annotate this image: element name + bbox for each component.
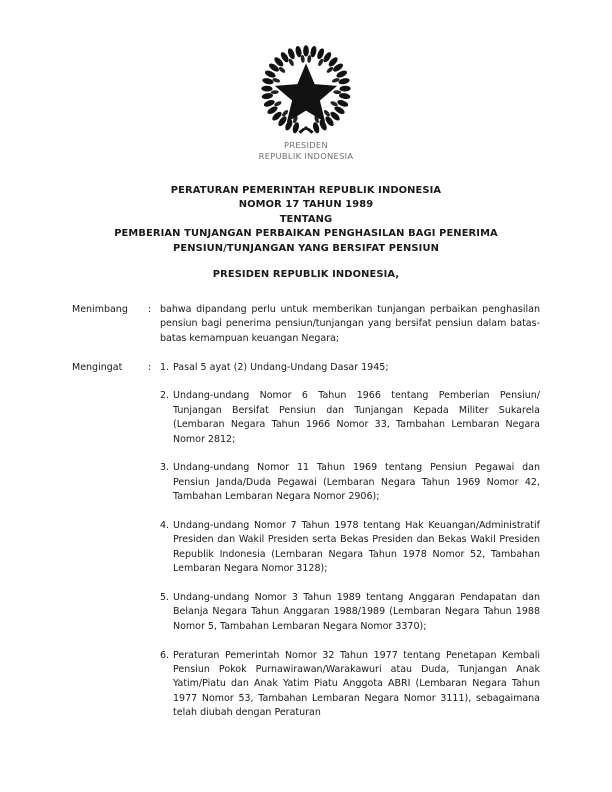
mengingat-list: [160, 361, 540, 721]
title-line-tentang: TENTANG: [279, 213, 333, 225]
list-item: [160, 591, 540, 634]
list-marker: 5.: [160, 592, 170, 604]
clause-body-mengingat: [160, 361, 540, 721]
clause-colon-menimbang: :: [148, 304, 152, 315]
clause-colon-mengingat: :: [148, 361, 152, 373]
emblem-caption-line-1: PRESIDEN: [284, 140, 328, 150]
list-marker: 4.: [160, 520, 170, 532]
presidential-emblem-block: [0, 44, 612, 162]
list-marker: 2.: [160, 390, 170, 402]
clause-text-menimbang: bahwa dipandang perlu untuk memberikan tunjangan perbaikan penghasilan pensiun bagi penerima pensiun/tunjangan yang bersifat pensiun dalam batas-batas kemampuan keuangan Negara;: [160, 304, 540, 344]
list-item: [160, 361, 540, 375]
clause-body-menimbang: [160, 303, 540, 346]
emblem-caption-line-2: REPUBLIK INDONESIA: [258, 151, 354, 161]
emblem-caption: [0, 140, 612, 162]
list-marker: 6.: [160, 649, 170, 661]
list-item: [160, 389, 540, 447]
clause-label-menimbang: Menimbang: [72, 304, 128, 315]
title-line-subject-1: PEMBERIAN TUNJANGAN PERBAIKAN PENGHASILAN BAGI PENERIMA: [114, 228, 498, 240]
list-item-text: Undang-undang Nomor 3 Tahun 1989 tentang Anggaran Pendapatan dan Belanja Negara Tahun Anggaran 1988/1989 (Lembaran Negara Tahun 1988 Nomor 5, Tambahan Lembaran Negara Nomor 3370);: [173, 592, 540, 632]
clause-menimbang: [0, 303, 612, 346]
list-marker: 1.: [160, 361, 170, 373]
title-line-regulation: PERATURAN PEMERINTAH REPUBLIK INDONESIA: [170, 185, 442, 196]
list-marker: 3.: [160, 462, 170, 474]
clauses-section: [0, 303, 612, 721]
list-item: [160, 649, 540, 721]
list-item: [160, 461, 540, 504]
list-item-text: Undang-undang Nomor 6 Tahun 1966 tentang Pemberian Pensiun/ Tunjangan Bersifat Pensiun dan Tunjangan Kepada Militer Sukarela (Lembaran Negara Tahun 1966 Nomor 33, Tambahan Lembaran Negara Nomor 2812;: [173, 390, 540, 445]
title-line-number: NOMOR 17 TAHUN 1989: [238, 199, 374, 211]
indonesia-presidential-seal-icon: [260, 44, 352, 136]
list-item-text: Undang-undang Nomor 11 Tahun 1969 tentang Pensiun Pegawai dan Pensiun Janda/Duda Pegawai (Lembaran Negara Tahun 1969 Nomor 42, Tambahan Lembaran Negara Nomor 2906);: [173, 462, 540, 503]
document-title-block: [56, 184, 556, 256]
list-item-text: Undang-undang Nomor 7 Tahun 1978 tentang Hak Keuangan/Administratif Presiden dan Wakil Presiden serta Bekas Presiden dan Bekas Wakil Presiden Republik Indonesia (Lembaran Negara Tahun 1978 Nomor 52, Tambahan Lembaran Negara Nomor 3128);: [173, 520, 540, 575]
clause-label-mengingat: Mengingat: [72, 361, 123, 373]
list-item: [160, 519, 540, 577]
list-item-text: Peraturan Pemerintah Nomor 32 Tahun 1977 tentang Penetapan Kembali Pensiun Pokok Purnawirawan/Warakawuri atau Duda, Tunjangan Anak Yatim/Piatu dan Anak Yatim Piatu Anggota ABRI (Lembaran Negara Tahun 1977 Nomor 53, Tambahan Lembaran Negara Nomor 3111), sebagaimana telah diubah dengan Peraturan: [173, 649, 540, 719]
title-line-subject-2: PENSIUN/TUNJANGAN YANG BERSIFAT PENSIUN: [173, 242, 439, 254]
issuing-authority: PRESIDEN REPUBLIK INDONESIA,: [212, 269, 400, 280]
clause-mengingat: [0, 361, 612, 721]
list-item-text: Pasal 5 ayat (2) Undang-Undang Dasar 1945;: [173, 361, 389, 373]
